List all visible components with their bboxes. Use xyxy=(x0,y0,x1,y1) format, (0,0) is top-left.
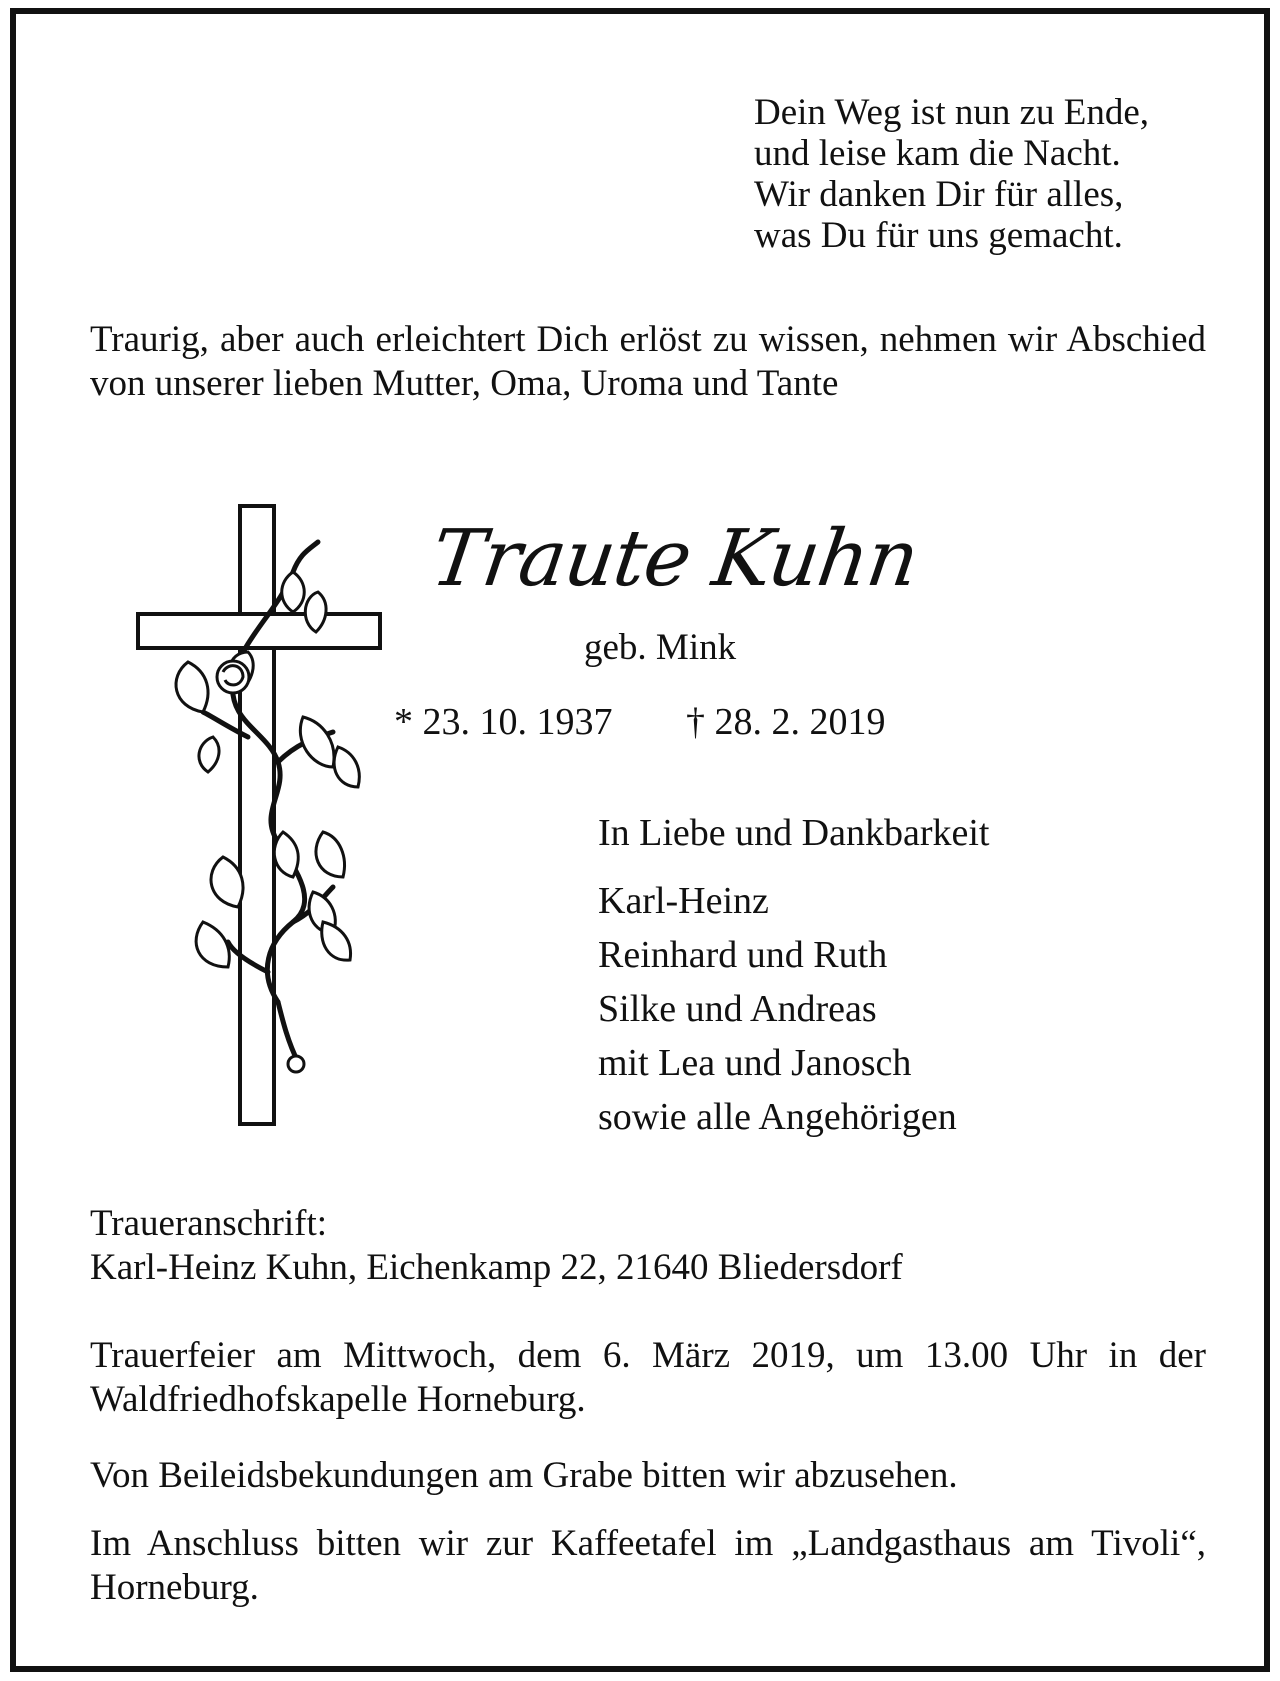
mourners xyxy=(598,806,989,1144)
cross-with-vine-icon xyxy=(128,502,398,1132)
death-date: † 28. 2. 2019 xyxy=(686,701,886,743)
birth-date: * 23. 10. 1937 xyxy=(394,701,613,743)
intro-text: Traurig, aber auch erleichtert Dich erlöst zu wissen, nehmen wir Abschied von unserer lieben Mutter, Oma, Uroma und Tante xyxy=(90,319,1206,404)
mourner-name: Silke und Andreas xyxy=(598,988,877,1030)
mourners-heading: In Liebe und Dankbarkeit xyxy=(598,812,990,854)
obituary-frame xyxy=(10,8,1270,1672)
mourner-name: Karl-Heinz xyxy=(598,880,769,922)
condolence-notice: Von Beileidsbekundungen am Grabe bitten wir abzusehen. xyxy=(90,1455,958,1496)
mourning-address xyxy=(90,1202,903,1290)
deceased-name: Traute Kuhn xyxy=(426,514,924,604)
poem-line: Dein Weg ist nun zu Ende, xyxy=(754,92,1150,133)
address-line: Karl-Heinz Kuhn, Eichenkamp 22, 21640 Bliedersdorf xyxy=(90,1247,903,1288)
poem-line: was Du für uns gemacht. xyxy=(754,215,1123,256)
poem-line: und leise kam die Nacht. xyxy=(754,133,1121,174)
mourner-name: sowie alle Angehörigen xyxy=(598,1096,957,1138)
poem xyxy=(754,92,1149,256)
poem-line: Wir danken Dir für alles, xyxy=(754,174,1124,215)
funeral-service-notice: Trauerfeier am Mittwoch, dem 6. März 2019, um 13.00 Uhr in der Waldfriedhofskapelle Horneburg. xyxy=(90,1335,1206,1420)
address-label: Traueranschrift: xyxy=(90,1203,328,1244)
reception-notice: Im Anschluss bitten wir zur Kaffeetafel im „Landgasthaus am Tivoli“, Horneburg. xyxy=(90,1523,1206,1608)
life-dates xyxy=(394,700,886,744)
birth-name: geb. Mink xyxy=(584,627,737,668)
mourner-name: mit Lea und Janosch xyxy=(598,1042,912,1084)
mourner-name: Reinhard und Ruth xyxy=(598,934,888,976)
